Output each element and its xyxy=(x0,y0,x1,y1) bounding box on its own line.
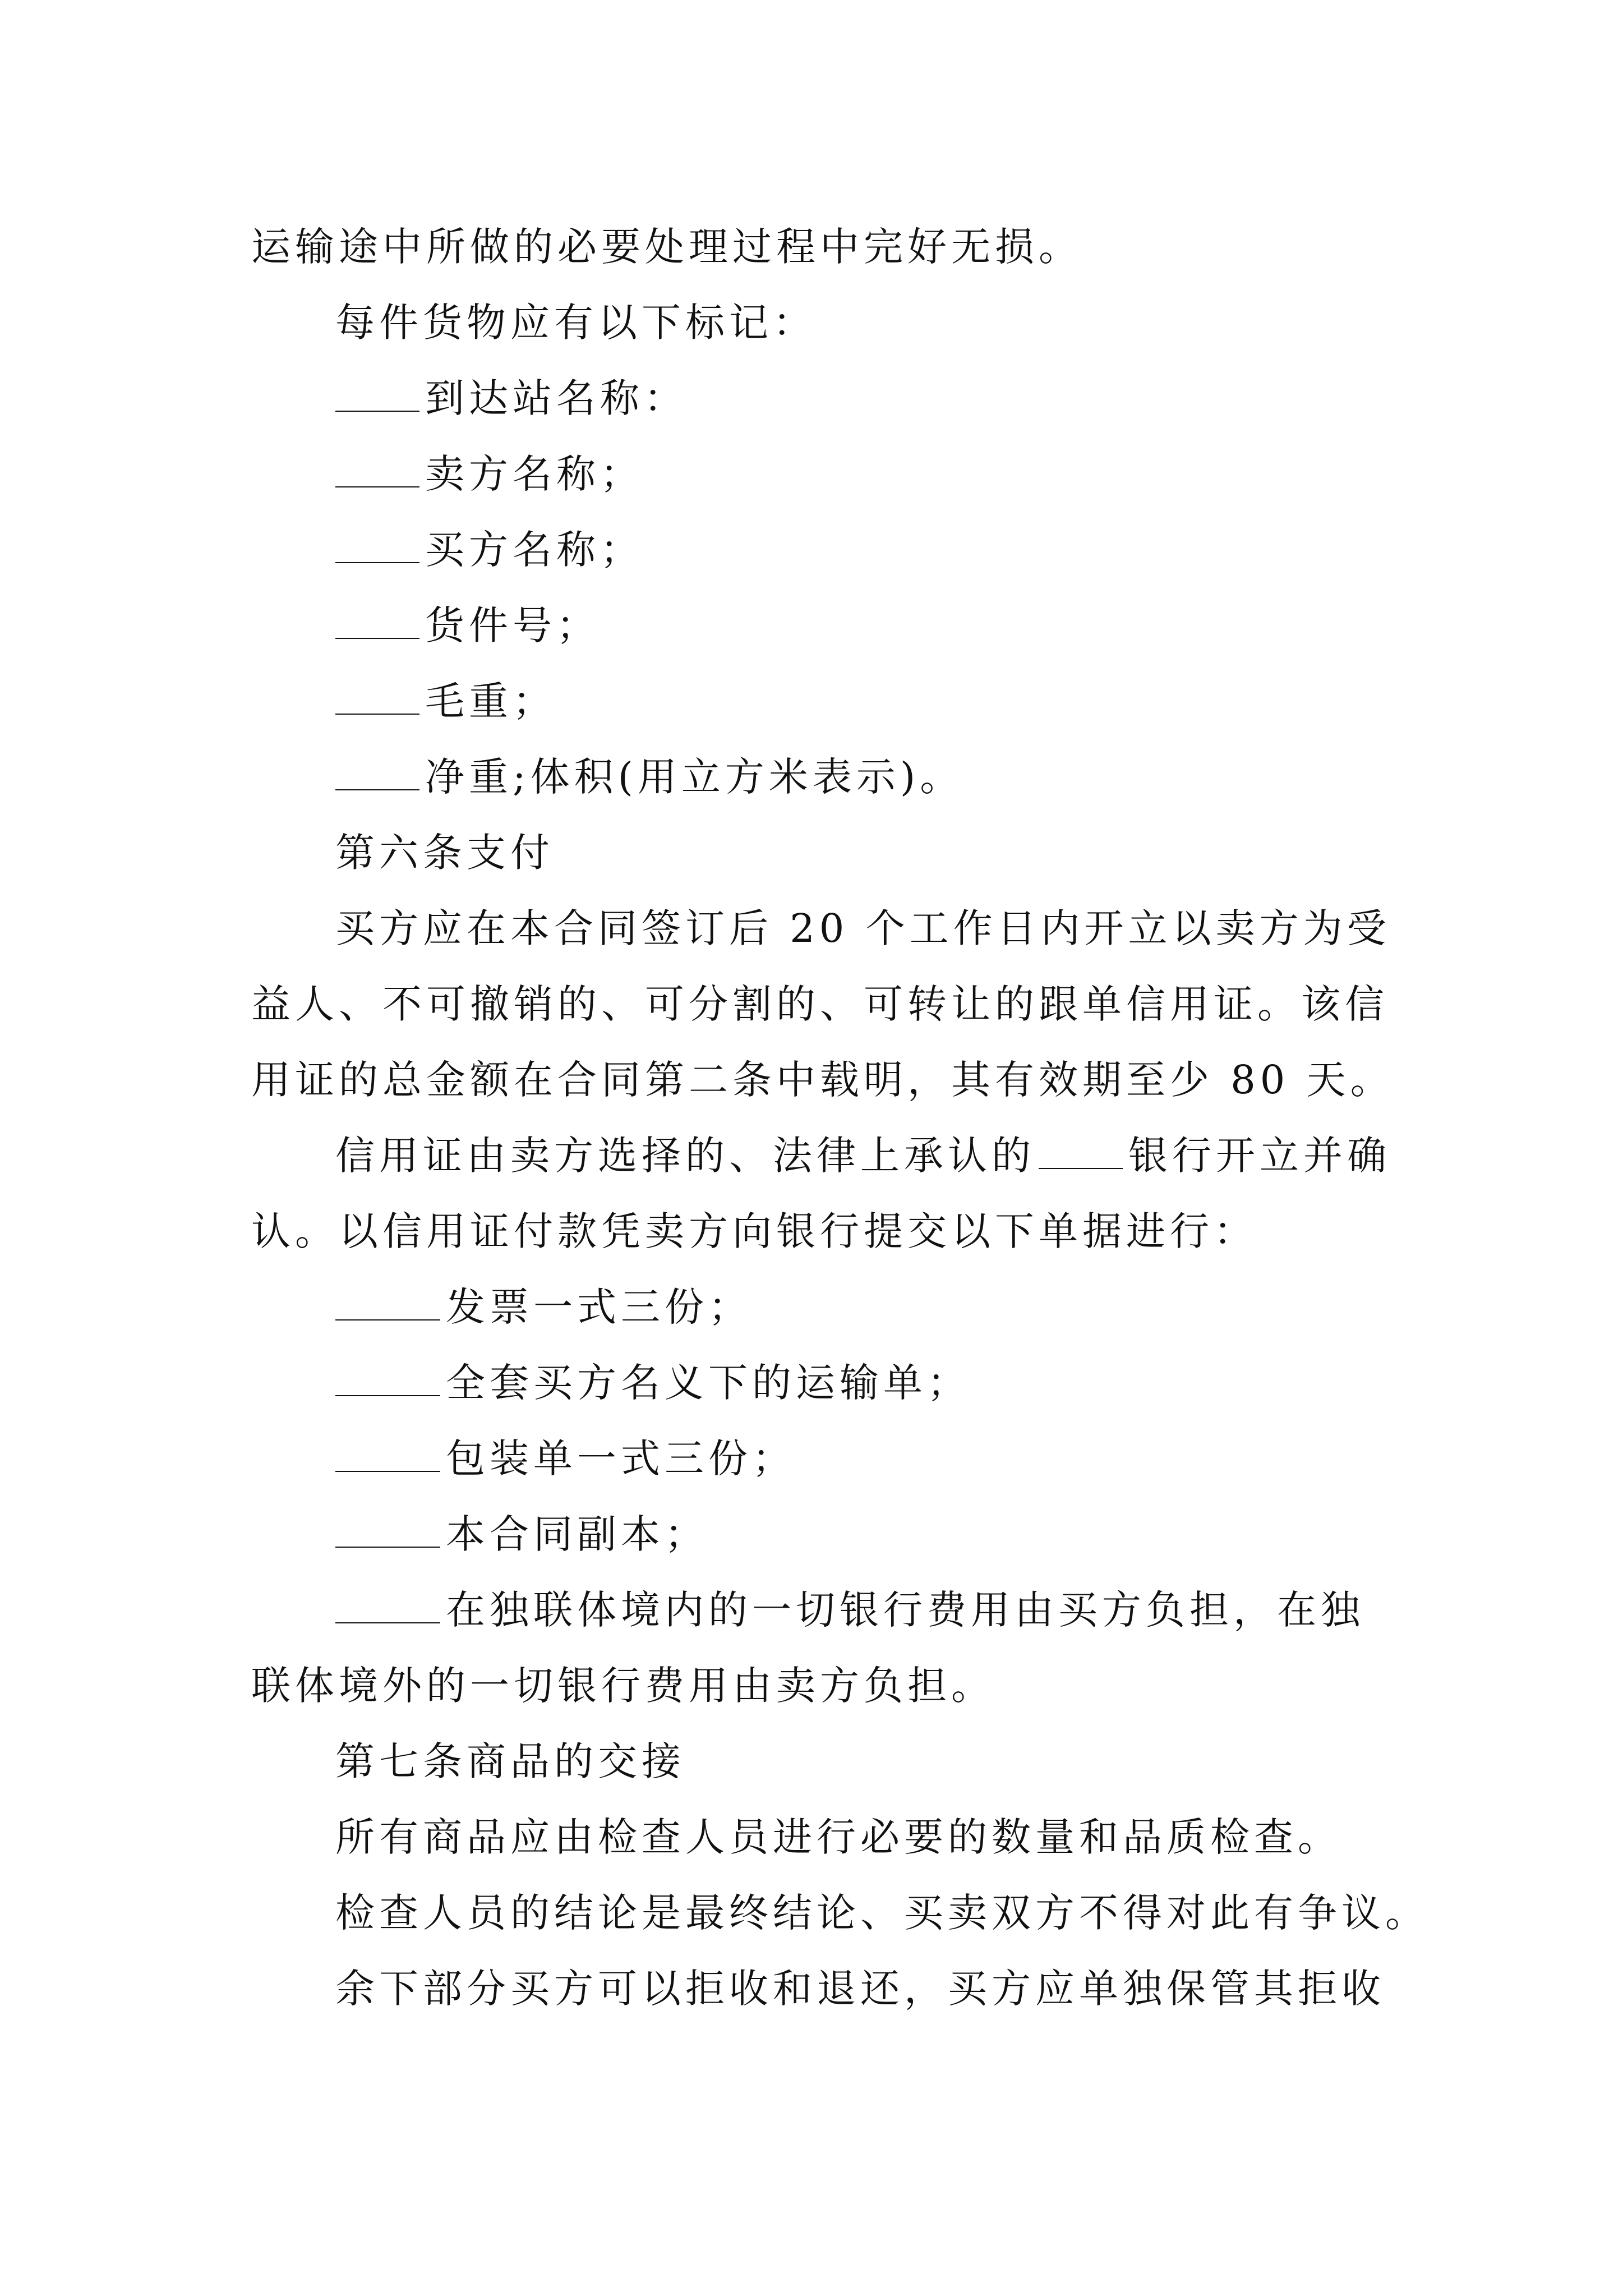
fill-in-blank xyxy=(335,527,419,563)
line-text: 净重;体积(用立方米表示)。 xyxy=(425,754,964,800)
line-text: 运输途中所做的必要处理过程中完好无损。 xyxy=(251,224,1082,270)
line-text: 本合同副本； xyxy=(446,1511,708,1557)
section-heading xyxy=(335,1733,685,1789)
marking-item xyxy=(335,673,556,729)
paragraph-line xyxy=(251,219,1082,275)
paragraph-line xyxy=(251,1203,1257,1259)
section-heading xyxy=(335,825,554,881)
paragraph-line xyxy=(251,1052,1394,1108)
line-text: 毛重； xyxy=(425,678,556,724)
document-item xyxy=(335,1582,1364,1638)
line-text: 第六条支付 xyxy=(335,830,554,876)
fill-in-blank xyxy=(335,1588,440,1623)
line-text: 所有商品应由检查人员进行必要的数量和品质检查。 xyxy=(335,1814,1341,1860)
paragraph-line xyxy=(251,1658,995,1714)
line-text: 卖方名称； xyxy=(425,451,644,497)
line-text: 发票一式三份； xyxy=(446,1284,752,1330)
fill-in-blank xyxy=(335,1285,440,1320)
document-item xyxy=(335,1506,708,1562)
fill-in-blank xyxy=(335,679,419,715)
document-item xyxy=(335,1430,796,1487)
line-text: 认。以信用证付款凭卖方向银行提交以下单据进行： xyxy=(251,1208,1257,1254)
line-text: 用证的总金额在合同第二条中载明，其有效期至少 80 天。 xyxy=(251,1057,1394,1103)
line-text: 全套买方名义下的运输单； xyxy=(446,1360,971,1406)
line-text: 买方应在本合同签订后 20 个工作日内开立以卖方为受 xyxy=(335,905,1391,951)
line-text: 在独联体境内的一切银行费用由买方负担，在独 xyxy=(446,1587,1364,1633)
paragraph-line xyxy=(251,976,1389,1032)
marking-item xyxy=(335,446,644,502)
marking-item xyxy=(335,597,600,654)
line-text: 银行开立并确 xyxy=(1128,1133,1391,1179)
marking-item xyxy=(335,749,963,805)
fill-in-blank xyxy=(335,452,419,487)
fill-in-blank xyxy=(335,603,419,639)
paragraph-line xyxy=(335,295,817,351)
paragraph-line xyxy=(335,1128,1391,1184)
fill-in-blank xyxy=(1039,1133,1123,1169)
paragraph-line xyxy=(335,1961,1385,2017)
fill-in-blank xyxy=(335,1512,440,1548)
line-text: 联体境外的一切银行费用由卖方负担。 xyxy=(251,1663,995,1709)
marking-item xyxy=(335,370,688,426)
line-text: 到达站名称： xyxy=(425,375,688,421)
line-text: 检查人员的结论是最终结论、买卖双方不得对此有争议。 xyxy=(335,1890,1429,1936)
document-item xyxy=(335,1355,971,1411)
document-item xyxy=(335,1279,752,1335)
fill-in-blank xyxy=(335,1436,440,1472)
line-text: 每件货物应有以下标记： xyxy=(335,300,817,346)
paragraph-line xyxy=(335,1809,1341,1865)
line-text: 买方名称； xyxy=(425,527,644,573)
line-text: 货件号； xyxy=(425,602,600,648)
paragraph-line xyxy=(335,900,1391,956)
marking-item xyxy=(335,522,644,578)
paragraph-line xyxy=(335,1885,1429,1941)
line-text: 包装单一式三份； xyxy=(446,1435,796,1481)
line-text: 信用证由卖方选择的、法律上承认的 xyxy=(335,1133,1035,1179)
fill-in-blank xyxy=(335,754,419,790)
line-text: 益人、不可撤销的、可分割的、可转让的跟单信用证。该信 xyxy=(251,981,1389,1027)
fill-in-blank xyxy=(335,376,419,412)
line-text: 余下部分买方可以拒收和退还，买方应单独保管其拒收 xyxy=(335,1966,1385,2012)
line-text: 第七条商品的交接 xyxy=(335,1738,685,1784)
fill-in-blank xyxy=(335,1360,440,1396)
